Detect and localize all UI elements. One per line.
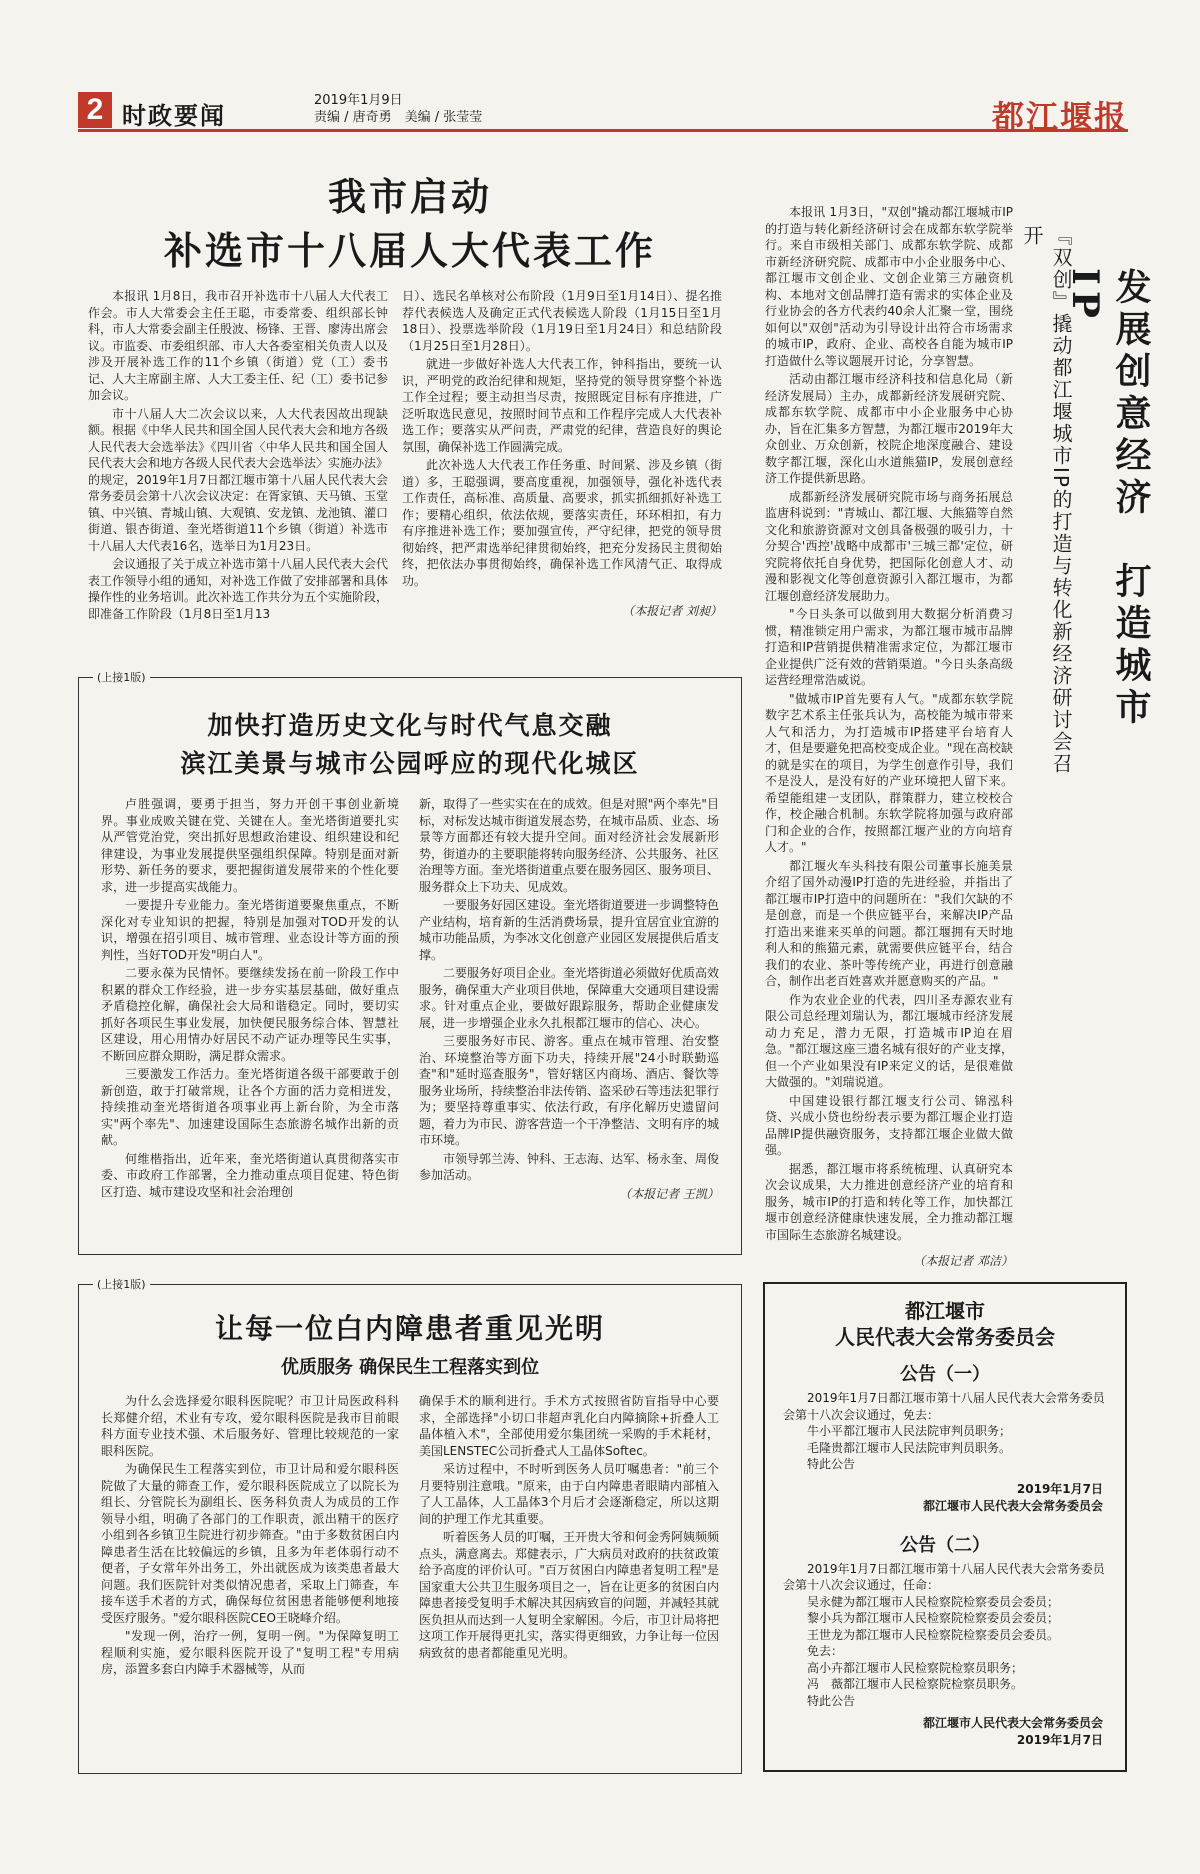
notice2-remove-label: 免去： — [807, 1644, 844, 1658]
paragraph: 据悉，都江堰市将系统梳理、认真研究本次会议成果，大力推进创意经济产业的培育和服务，城市IP的打造和转化等工作，加快都江堰市创意经济健康快速发展，全力推动都江堰市国际生态旅游名城建设。 — [765, 1161, 1013, 1242]
article3-box — [78, 1278, 742, 1774]
article1-title-line2: 补选市十八届人大代表工作 — [163, 228, 656, 273]
paragraph: 一要提升专业能力。奎光塔街道要聚焦重点，不断深化对专业知识的把握，特别是加强对TOD开发的认识，增强在招引项目、城市管理、业态设计等方面的预判性，当好TOD开发"明白人"。 — [101, 898, 399, 962]
paragraph: 为什么会选择爱尔眼科医院呢？市卫计局医政科科长郑健介绍，术业有专攻，爱尔眼科医院是我市目前眼科方面专业技术强、术后服务好、管理比较规范的一家眼科医院。 — [101, 1394, 399, 1458]
article4-body — [765, 204, 1013, 1270]
paragraph: 采访过程中，不时听到医务人员叮嘱患者："前三个月要特别注意哦。"原来，由于白内障患者眼睛内部植入了人工晶体，人工晶体3个月后才会逐渐稳定，所以这期间的护理工作尤其重要。 — [419, 1462, 719, 1526]
paragraph: 二要永葆为民情怀。要继续发扬在前一阶段工作中积累的群众工作经验，进一步夯实基层基础，做好重点矛盾稳控化解，确保社会大局和谐稳定。同时，要切实抓好各项民生事业发展，加快便民服务综合体、智慧社区建设，用心用情办好居民不动产证办理等民生实事，不断回应群众期盼，满足群众需求。 — [101, 966, 399, 1063]
newspaper-logo: 都江堰报 — [991, 98, 1128, 136]
paragraph: 中国建设银行都江堰支行公司、锦泓科贷、兴成小贷也纷纷表示要为都江堰企业打造品牌IP提供融资服务，支持都江堰企业做大做强。 — [765, 1093, 1013, 1157]
paragraph: 就进一步做好补选人大代表工作，钟科指出，要统一认识，严明党的政治纪律和规矩，坚持党的领导贯穿整个补选工作全过程；要主动担当尽责，按照既定目标有序推进，广泛听取选民意见，按照时间节点和工作程序完成人大代表补选工作；要落实从严问责，严肃党的纪律，营造良好的舆论氛围，确保补选工作圆满完成。 — [402, 357, 722, 454]
notice2-item: 王世龙为都江堰市人民检察院检察委员会委员。 — [807, 1627, 1060, 1642]
byline: （本报记者 刘昶） — [622, 604, 722, 618]
editors: 责编 / 唐奇勇 美编 / 张莹莹 — [314, 110, 483, 125]
article3-subtitle: 优质服务 确保民生工程落实到位 — [280, 1357, 540, 1378]
notice1-body — [765, 1390, 1125, 1473]
article3-col1 — [101, 1393, 399, 1680]
paragraph: 新，取得了一些实实在在的成效。但是对照"两个率先"目标，对标发达城市街道发展态势，在城市品质、业态、场景等方面都还有较大提升空间。面对经济社会发展新形势，街道办的主要职能将转向服务经济、公共服务、社区治理等方面。奎光塔街道重点要在服务园区、服务项目、服务群众上下功夫、见成效。 — [419, 797, 720, 894]
paragraph: "做城市IP首先要有人气。"成都东软学院数字艺术系主任张兵认为，高校能为城市带来人气和活力，为打造城市IP搭建平台培育人才，但是要避免把高校变成企业。"现在高校缺的就是实在的项目，为学生创意作引导，我们不是没人，是没有好的产业环境把人留下来。希望能组建一支团队，群策群力，建立校校合作，校企融合机制。东软学院将加强与政府部门和企业的合作，按照都江堰产业的方向培育人才。" — [765, 691, 1013, 854]
header-meta — [314, 92, 482, 126]
paragraph: 本报讯 1月8日，我市召开补选市十八届人大代表工作会。市人大常委会主任王聪，市委常委、组织部长钟科，市人大常委会副主任殷波、杨锋、王晋、廖涛出席会议。市监委、市委组织部、市人大各委室相关负责人以及涉及开展补选工作的11个乡镇（街道）党（工）委书记、人大主席副主席、人大工委主任、纪（工）委书记参加会议。 — [88, 289, 389, 402]
article1-title-line1: 我市启动 — [327, 174, 492, 219]
article3-title: 让每一位白内障患者重见光明 — [214, 1312, 605, 1345]
paragraph: 作为农业企业的代表，四川圣寿源农业有限公司总经理刘瑞认为，都江堰城市经济发展动力充足，潜力无限，打造城市IP迫在眉急。"都江堰这座三遗名城有很好的产业支撑，但一个产业如果没有IP来定义的话，是很难做大做强的。"刘瑞说道。 — [765, 992, 1013, 1089]
notice2-item: 黎小兵为都江堰市人民检察院检察委员会委员； — [807, 1611, 1060, 1625]
paragraph: 活动由都江堰市经济科技和信息化局（新经济发展局）主办，成都新经济发展研究院、成都东软学院、成都市中小企业服务中心协办，旨在汇集多方智慧，为都江堰市2019年大众创业、万众创新，校院企地深度融合、建设数字都江堰，深化山水道熊猫IP，发展创意经济工作提供新思路。 — [765, 372, 1013, 485]
article1-title — [100, 170, 720, 278]
paragraph: 确保手术的顺利进行。手术方式按照省防盲指导中心要求，全部选择"小切口非超声乳化白内障摘除+折叠人工晶体植入术"，全部使用爱尔集团统一采购的手术耗材，美国LENSTEC公司折叠式人工晶体Softec。 — [419, 1394, 719, 1458]
paragraph: 听着医务人员的叮嘱，王开贵大爷和何金秀阿姨频频点头，满意离去。郑健表示，广大病员对政府的扶贫政策给予高度的评价认可。"百万贫困白内障患者复明工程"是国家重大公共卫生服务项目之一，旨在让更多的贫困白内障患者接受复明手术解决其因病致盲的问题，并减轻其就医负担从而达到一人复明全家解困。今后，市卫计局将把这项工作开展得更扎实，落实得更细致，力争让每一位因病致贫的患者都能重见光明。 — [419, 1530, 720, 1660]
paragraph: 日）、选民名单核对公布阶段（1月9日至1月14日）、提名推荐代表候选人及确定正式代表候选人阶段（1月15日至1月18日）、投票选举阶段（1月19日至1月24日）和总结阶段（1月25日至1月28日）。 — [402, 289, 722, 353]
notice-box — [763, 1282, 1127, 1772]
article4-main-title: 发展创意经济 打造城市IP — [1064, 268, 1152, 730]
notice1-date: 2019年1月7日 — [1016, 1481, 1103, 1496]
paragraph: 三要激发工作活力。奎光塔街道各级干部要敢于创新创造，敢于打破常规，让各个方面的活力竞相迸发，持续推动奎光塔街道各项事业再上新台阶，为全市落实"两个率先"、加速建设国际生态旅游名城作出新的贡献。 — [101, 1067, 399, 1147]
notice2-item: 高小卉都江堰市人民检察院检察员职务； — [807, 1660, 1024, 1675]
notice1-end: 特此公告 — [807, 1457, 856, 1471]
article2-col2 — [419, 796, 719, 1202]
paragraph: 会议通报了关于成立补选市第十八届人民代表大会代表工作领导小组的通知，对补选工作做了安排部署和具体操作性的业务培训。此次补选工作共分为五个实施阶段，即准备工作阶段（1月8日至1月13 — [88, 557, 389, 621]
notice-title-line2: 人民代表大会常务委员会 — [835, 1325, 1055, 1349]
notice2-body — [765, 1561, 1125, 1710]
notice2-intro: 2019年1月7日都江堰市第十八届人民代表大会常务委员会第十八次会议通过，任命： — [783, 1561, 1105, 1592]
article4-subtitle: 『双创』撬动都江堰城市IP的打造与转化新经济研讨会召开 — [1020, 225, 1073, 775]
paragraph: 都江堰火车头科技有限公司董事长施美景介绍了国外动漫IP打造的先进经验，并指出了都江堰市IP打造中的问题所在："我们欠缺的不是创意，而是一个供应链平台，来解决IP产品打造出来谁来买单的问题。都江堰拥有天时地利人和的熊猫元素，就需要供应链平台，结合我们的农业、茶叶等传统产业，再进行创意融合，制作出老百姓喜欢并愿意购买的产品。" — [765, 858, 1013, 988]
notice2-date: 2019年1月7日 — [1016, 1733, 1103, 1747]
byline: （本报记者 王凯） — [619, 1186, 719, 1201]
notice1-item: 毛隆贵都江堰市人民法院审判员职务。 — [807, 1440, 1012, 1455]
continued-tag: (上接1版) — [93, 669, 150, 685]
article1-col1 — [88, 288, 388, 624]
notice-title — [765, 1298, 1125, 1350]
paragraph: 卢胜强调，要勇于担当，努力开创干事创业新境界。事业成败关键在党、关键在人。奎光塔街道要扎实从严管党治党，突出抓好思想政治建设、组织建设和纪律建设，为事业发展提供坚强组织保障。特别是面对新形势、新任务的要求，要把握街道发展带来的个性化要求，进一步提高实战能力。 — [101, 797, 399, 894]
issue-date: 2019年1月9日 — [314, 93, 403, 108]
article2-title-line2: 滨江美景与城市公园呼应的现代化城区 — [180, 749, 640, 778]
notice2-item: 冯 薇都江堰市人民检察院检察员职务。 — [807, 1677, 1024, 1691]
article2-box — [78, 671, 742, 1255]
paragraph: 此次补选人大代表工作任务重、时间紧、涉及乡镇（街道）多，王聪强调，要高度重视，加强领导，强化补选代表工作责任，高标准、高质量、高要求，抓实抓细抓好补选工作；要精心组织，依法依规，要落实责任，环环相扣，有力有序推进补选工作；要加强宣传，严守纪律，把党的领导贯彻始终，把严肃选举纪律贯彻始终，把充分发扬民主贯彻始终，把依法办事贯彻始终，确保补选工作风清气正、取得成功。 — [402, 458, 722, 588]
notice2-heading: 公告（二） — [900, 1534, 990, 1556]
notice2-item: 吴永健为都江堰市人民检察院检察委员会委员； — [807, 1594, 1060, 1609]
page-header — [78, 92, 1128, 136]
article2-col1 — [101, 796, 399, 1202]
article1-col2 — [402, 288, 722, 620]
paragraph: 市领导郭兰涛、钟科、王志海、达军、杨永奎、周俊参加活动。 — [419, 1151, 720, 1182]
paragraph: 本报讯 1月3日，"双创"撬动都江堰城市IP的打造与转化新经济研讨会在成都东软学院举行。来自市级相关部门、成都东软学院、成都市新经济研究院、成都市中小企业服务中心、都江堰市文创企业、文创企业第三方融资机构、本地对文创品牌打造有需求的实体企业及行业协会的各方代表约40余人汇聚一堂，围绕如何以"双创"活动为引导设计出符合市场需求的城市IP，政府、企业、高校各自能为城市IP打造做什么等议题展开讨论，分享智慧。 — [765, 205, 1013, 368]
paragraph: 为确保民生工程落实到位，市卫计局和爱尔眼科医院做了大量的筛查工作，爱尔眼科医院成立了以院长为组长、分管院长为副组长、医务科负责人为成员的工作领导小组，明确了各部门的工作职责，派出精干的医疗小组到各乡镇卫生院进行初步筛查。"由于多数贫困白内障患者生活在比较偏远的乡镇，且多为年老体弱行动不便者，子女常年外出务工，外出就医成为该类患者最大问题。我们医院针对类似情况患者，采取上门筛查，车接车送手术者的方式，确保每位贫困患者能够便利地接受医疗服务。"爱尔眼科医院CEO王晓峰介绍。 — [101, 1462, 399, 1625]
notice1-intro: 2019年1月7日都江堰市第十八届人民代表大会常务委员会第十八次会议通过，免去： — [783, 1391, 1105, 1422]
continued-tag: (上接1版) — [93, 1276, 150, 1292]
paragraph: 成都新经济发展研究院市场与商务拓展总监唐科说到："青城山、都江堰、大熊猫等自然文化和旅游资源对文创具备极强的吸引力，十分契合'西控'战略中成都市'三城三都'定位，研究院将依托自身优势，把国际化创意人才、动漫和影视文化等创意资源引入都江堰市，为都江堰创意经济发展助力。 — [765, 489, 1013, 603]
paragraph: 何维楷指出，近年来，奎光塔街道认真贯彻落实市委、市政府工作部署，全力推动重点项目促建、特色街区打造、城市建设攻坚和社会治理创 — [101, 1151, 399, 1199]
paragraph: 市十八届人大二次会议以来，人大代表因故出现缺额。根据《中华人民共和国全国人民代表大会和地方各级人民代表大会选举法》《四川省〈中华人民共和国全国人民代表大会和地方各级人民代表大会选举法〉实施办法》的规定，2019年1月7日都江堰市第十八届人民代表大会常务委员会第十八次会议决定：在胥家镇、天马镇、玉堂镇、中兴镇、青城山镇、大观镇、安龙镇、龙池镇、灌口街道、银杏街道、奎光塔街道11个乡镇（街道）补选市十八届人大代表16名，选举日为1月23日。 — [88, 406, 389, 553]
byline: （本报记者 邓洁） — [913, 1254, 1013, 1268]
article2-title-line1: 加快打造历史文化与时代气息交融 — [207, 711, 613, 740]
notice1-heading: 公告（一） — [900, 1364, 990, 1385]
paragraph: 一要服务好园区建设。奎光塔街道要进一步调整特色产业结构，培育新的生活消费场景，提升宜居宜业宜游的城市功能品质，为李冰文化创意产业园区发展提供后盾支撑。 — [419, 898, 720, 962]
notice2-signature: 都江堰市人民代表大会常务委员会 — [922, 1716, 1103, 1730]
paragraph: "发现一例，治疗一例，复明一例。"为保障复明工程顺利实施，爱尔眼科医院开设了"复明工程"专用病房，添置多套白内障手术器械等，从而 — [101, 1629, 399, 1676]
paragraph: "今日头条可以做到用大数据分析消费习惯，精准锁定用户需求，为都江堰市城市品牌打造和IP营销提供精准需求定位，为都江堰市企业提供广泛有效的营销渠道。"今日头条高级运营经理常浩威说。 — [765, 607, 1013, 687]
article3-col2 — [419, 1393, 719, 1663]
section-title: 时政要闻 — [122, 102, 226, 130]
paragraph: 三要服务好市民、游客。重点在城市管理、治安整治、环境整治等方面下功夫，持续开展"24小时联勤巡查"和"延时巡查服务"，管好辖区内商场、酒店、餐饮等服务业场所，持续整治非法传销、盗采砂石等违法犯罪行为；要坚持尊重事实、依法行政，有序化解历史遗留问题，着力为市民、游客营造一个干净整洁、文明有序的城市环境。 — [419, 1034, 720, 1147]
page-number: 2 — [78, 92, 112, 128]
notice1-item: 牛小平都江堰市人民法院审判员职务； — [807, 1424, 1012, 1438]
notice1-signature: 都江堰市人民代表大会常务委员会 — [922, 1498, 1103, 1513]
notice2-end: 特此公告 — [807, 1693, 856, 1708]
notice-title-line1: 都江堰市 — [905, 1299, 985, 1323]
paragraph: 二要服务好项目企业。奎光塔街道必须做好优质高效服务，确保重大产业项目供地，保障重大交通项目建设需求。针对重点企业，要做好跟踪服务，帮助企业健康发展，进一步增强企业永久扎根都江堰市的信心、决心。 — [419, 966, 720, 1030]
